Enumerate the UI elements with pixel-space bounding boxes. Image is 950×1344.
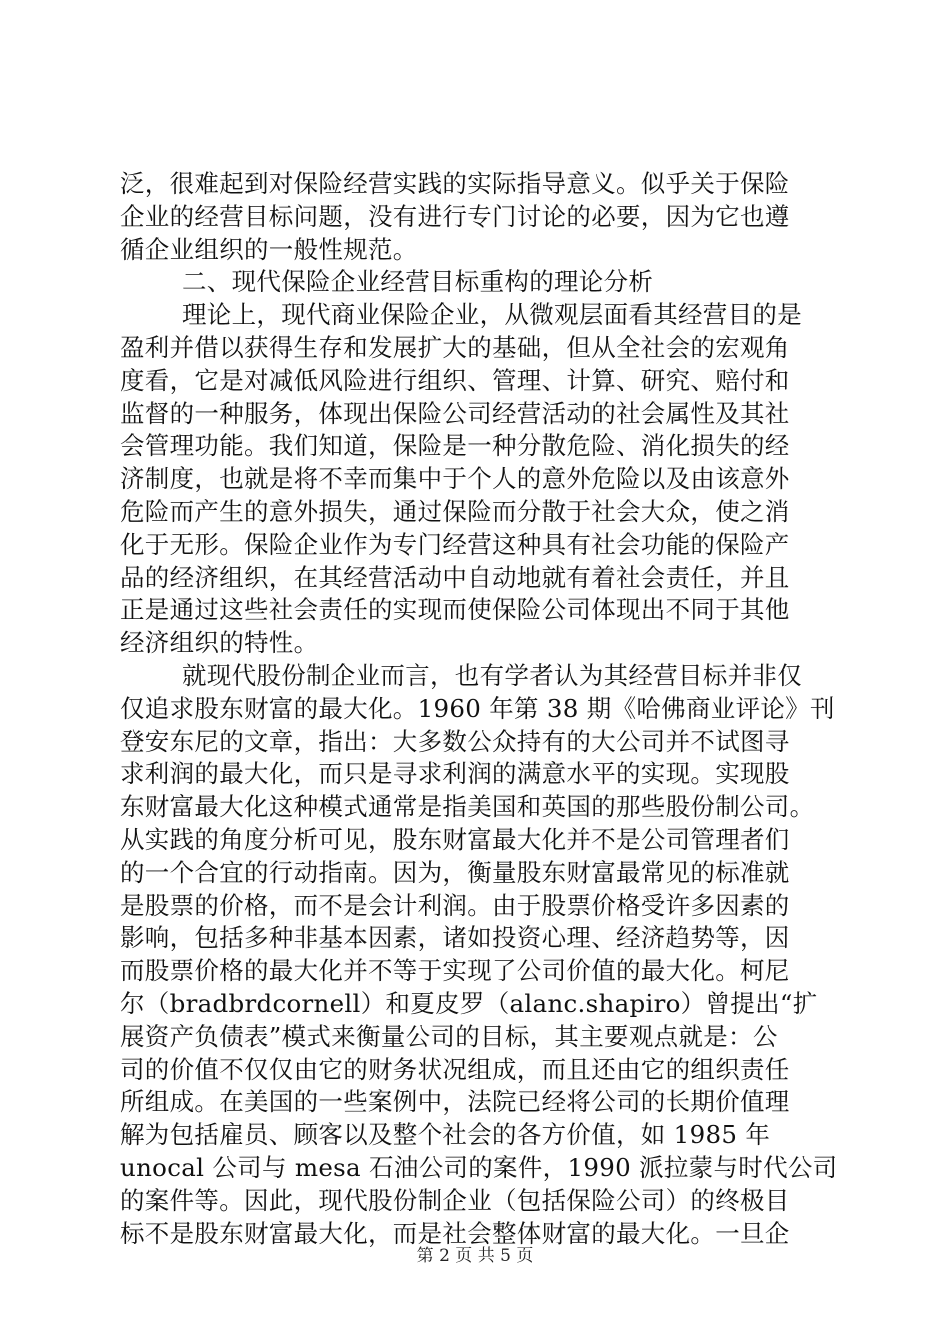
text-line: 监督的一种服务，体现出保险公司经营活动的社会属性及其社 <box>120 398 790 428</box>
text-line: 危险而产生的意外损失，通过保险而分散于社会大众，使之消 <box>120 496 790 526</box>
text-line: 所组成。在美国的一些案例中，法院已经将公司的长期价值理 <box>120 1087 790 1117</box>
text-line: 度看，它是对减低风险进行组织、管理、计算、研究、赔付和 <box>120 365 790 395</box>
section-heading: 二、现代保险企业经营目标重构的理论分析 <box>182 267 654 297</box>
text-line: 就现代股份制企业而言，也有学者认为其经营目标并非仅 <box>182 660 802 690</box>
text-line: unocal 公司与 mesa 石油公司的案件，1990 派拉蒙与时代公司 <box>120 1152 838 1182</box>
text-line: 会管理功能。我们知道，保险是一种分散危险、消化损失的经 <box>120 431 790 461</box>
text-line: 登安东尼的文章，指出：大多数公众持有的大公司并不试图寻 <box>120 726 790 756</box>
text-line: 的案件等。因此，现代股份制企业（包括保险公司）的终极目 <box>120 1185 790 1215</box>
text-line: 循企业组织的一般性规范。 <box>120 234 418 264</box>
text-line: 泛，很难起到对保险经营实践的实际指导意义。似乎关于保险 <box>120 169 790 198</box>
text-line: 而股票价格的最大化并不等于实现了公司价值的最大化。柯尼 <box>120 956 790 986</box>
text-line: 标不是股东财富最大化，而是社会整体财富的最大化。一旦企 <box>120 1218 790 1248</box>
text-line: 司的价值不仅仅由它的财务状况组成，而且还由它的组织责任 <box>120 1054 790 1084</box>
text-line: 仅追求股东财富的最大化。1960 年第 38 期《哈佛商业评论》刊 <box>120 693 835 723</box>
text-line: 企业的经营目标问题，没有进行专门讨论的必要，因为它也遵 <box>120 201 790 231</box>
text-line: 尔（bradbrdcornell）和夏皮罗（alanc.shapiro）曾提出“扩 <box>120 988 818 1018</box>
page-number: 第 2 页 共 5 页 <box>416 1246 534 1266</box>
text-line: 东财富最大化这种模式通常是指美国和英国的那些股份制公司。 <box>120 792 815 822</box>
text-line: 从实践的角度分析可见，股东财富最大化并不是公司管理者们 <box>120 824 790 854</box>
text-line: 经济组织的特性。 <box>120 628 319 658</box>
text-line: 求利润的最大化，而只是寻求利润的满意水平的实现。实现股 <box>120 759 790 789</box>
text-line: 解为包括雇员、顾客以及整个社会的各方价值，如 1985 年 <box>120 1120 771 1150</box>
text-line: 品的经济组织，在其经营活动中自动地就有着社会责任，并且 <box>120 562 790 592</box>
text-line: 化于无形。保险企业作为专门经营这种具有社会功能的保险产 <box>120 529 790 559</box>
body-text <box>120 168 838 1250</box>
text-line: 展资产负债表”模式来衡量公司的目标，其主要观点就是：公 <box>120 1021 778 1051</box>
text-line: 盈利并借以获得生存和发展扩大的基础，但从全社会的宏观角 <box>120 332 790 362</box>
text-line: 是股票的价格，而不是会计利润。由于股票价格受许多因素的 <box>120 890 790 920</box>
text-line: 正是通过这些社会责任的实现而使保险公司体现出不同于其他 <box>120 595 790 625</box>
text-line: 的一个合宜的行动指南。因为，衡量股东财富最常见的标准就 <box>120 857 790 887</box>
text-line: 影响，包括多种非基本因素，诸如投资心理、经济趋势等，因 <box>120 923 790 953</box>
text-line: 济制度，也就是将不幸而集中于个人的意外危险以及由该意外 <box>120 464 790 494</box>
text-line: 理论上，现代商业保险企业，从微观层面看其经营目的是 <box>182 300 802 330</box>
